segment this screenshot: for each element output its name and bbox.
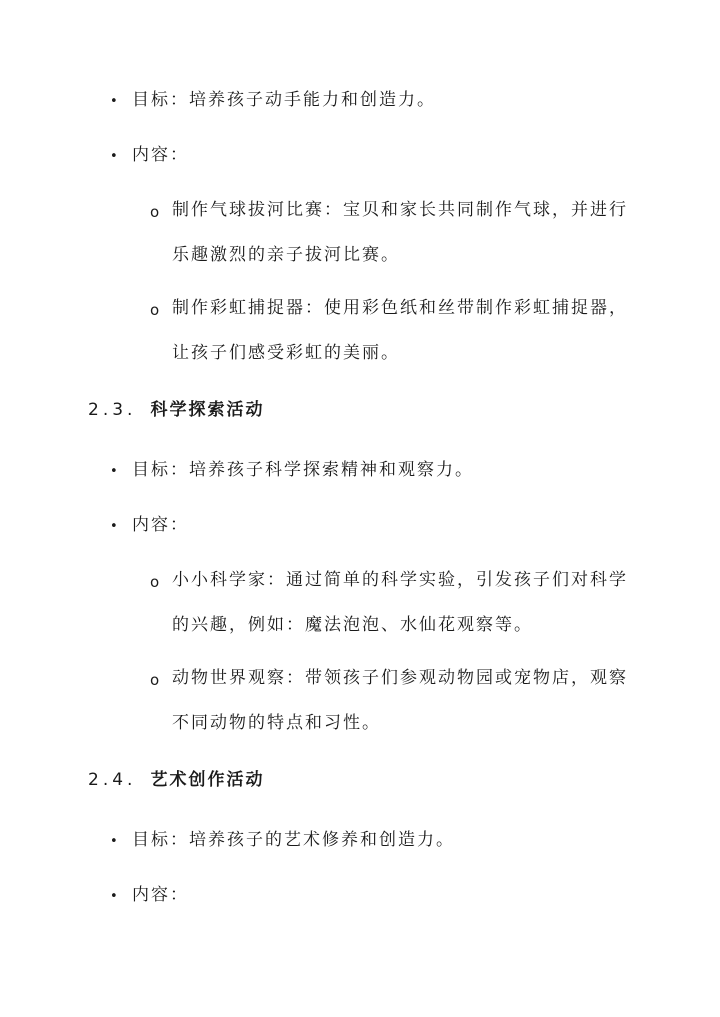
section-heading-2-3	[88, 398, 264, 422]
sub-bullet-icon: o	[150, 573, 160, 591]
list-item-goal: 目标：培养孩子的艺术修养和创造力。	[132, 830, 455, 850]
sub-list-item: 小小科学家：通过简单的科学实验，引发孩子们对科学	[172, 570, 628, 590]
bullet-icon: •	[110, 519, 118, 534]
sub-list-item: 制作彩虹捕捉器：使用彩色纸和丝带制作彩虹捕捉器，	[172, 298, 628, 318]
sub-list-item-continuation: 的兴趣，例如：魔法泡泡、水仙花观察等。	[172, 615, 533, 635]
sub-list-item-continuation: 乐趣激烈的亲子拔河比赛。	[172, 245, 400, 265]
bullet-icon: •	[110, 834, 118, 849]
list-item-content: 内容：	[132, 885, 189, 905]
sub-list-item-continuation: 不同动物的特点和习性。	[172, 713, 381, 733]
list-item-content: 内容：	[132, 145, 189, 165]
section-number: 2.3.	[88, 400, 137, 420]
sub-bullet-icon: o	[150, 301, 160, 319]
section-title: 艺术创作活动	[150, 770, 265, 790]
list-item-content: 内容：	[132, 515, 189, 535]
bullet-icon: •	[110, 149, 118, 164]
sub-list-item-continuation: 让孩子们感受彩虹的美丽。	[172, 343, 400, 363]
section-title: 科学探索活动	[150, 400, 265, 420]
section-heading-2-4	[88, 768, 264, 792]
section-number: 2.4.	[88, 770, 137, 790]
bullet-icon: •	[110, 464, 118, 479]
list-item-goal: 目标：培养孩子动手能力和创造力。	[132, 90, 436, 110]
list-item-goal: 目标：培养孩子科学探索精神和观察力。	[132, 460, 474, 480]
bullet-icon: •	[110, 94, 118, 109]
sub-list-item: 动物世界观察：带领孩子们参观动物园或宠物店，观察	[172, 668, 628, 688]
bullet-icon: •	[110, 889, 118, 904]
sub-list-item: 制作气球拔河比赛：宝贝和家长共同制作气球，并进行	[172, 200, 628, 220]
sub-bullet-icon: o	[150, 203, 160, 221]
sub-bullet-icon: o	[150, 671, 160, 689]
